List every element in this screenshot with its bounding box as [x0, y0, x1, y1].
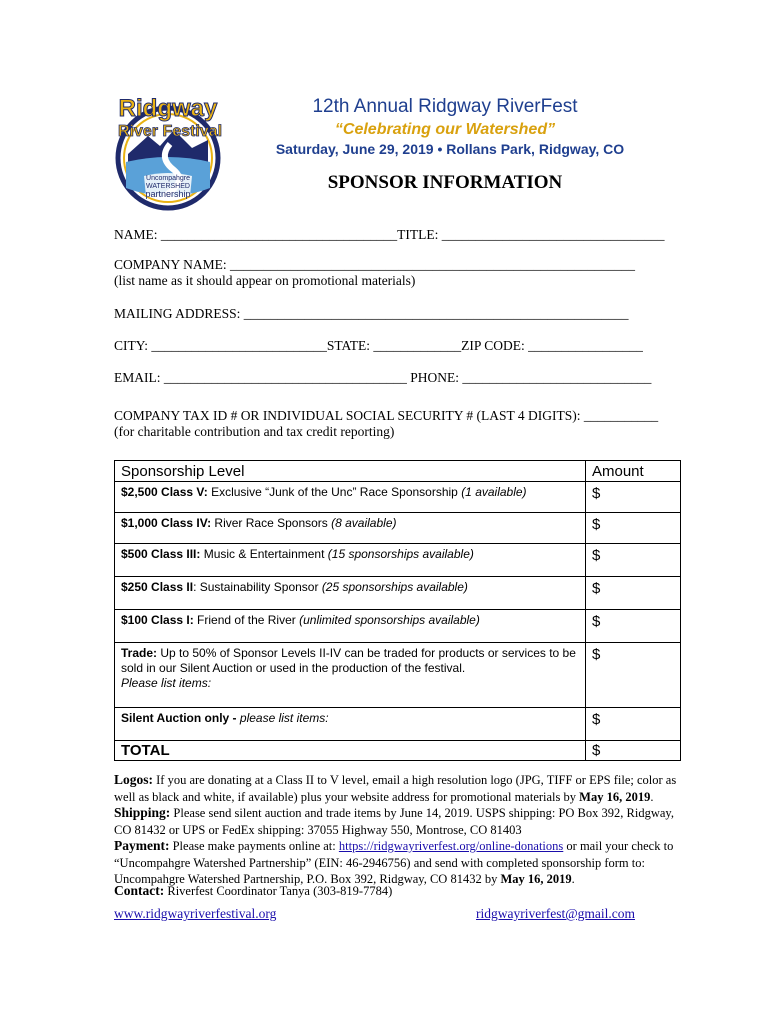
payment-deadline: May 16, 2019 — [500, 872, 572, 886]
mailing-address-field[interactable]: MAILING ADDRESS: _________________________________________________________ — [114, 306, 629, 321]
amount-input[interactable]: $ — [586, 577, 681, 610]
amount-input[interactable]: $ — [586, 513, 681, 544]
name-title-field[interactable]: NAME: ___________________________________TITLE: _________________________________ — [114, 227, 665, 242]
level-availability: (25 sponsorships available) — [321, 580, 468, 594]
company-name-field[interactable]: COMPANY NAME: ____________________________________________________________ — [114, 257, 636, 272]
logos-deadline: May 16, 2019 — [579, 789, 651, 804]
level-availability: Please list items: — [121, 676, 212, 690]
event-date-line: Saturday, June 29, 2019 • Rollans Park, Ridgway, CO — [275, 141, 625, 157]
tax-id-note: (for charitable contribution and tax credit reporting) — [114, 424, 395, 439]
level-label: Trade: — [121, 646, 158, 660]
total-row — [115, 741, 681, 761]
contact-text: Riverfest Coordinator Tanya (303-819-7784) — [164, 884, 393, 898]
city-state-zip-field[interactable]: CITY: __________________________STATE: _____________ZIP CODE: _________________ — [114, 338, 643, 353]
level-desc: Exclusive “Junk of the Unc” Race Sponsorship — [207, 485, 462, 499]
table-row — [115, 544, 681, 577]
amount-input[interactable]: $ — [586, 482, 681, 513]
total-label: TOTAL — [115, 741, 586, 761]
tax-id-field[interactable]: COMPANY TAX ID # OR INDIVIDUAL SOCIAL SECURITY # (LAST 4 DIGITS): ___________ — [114, 408, 659, 423]
table-row — [115, 610, 681, 643]
payment-text: Please make payments online at: — [169, 839, 339, 853]
level-availability: (8 available) — [331, 516, 397, 530]
payment-text-2: or mail your check to “Uncompahgre Watershed Partnership” (EIN: 46-2946756) and send with completed sponsorship form to: Uncompahgre Watershed Partnership, P.O. Box 392, Ridgway, CO 81432 by — [114, 839, 674, 886]
sponsorship-table — [114, 460, 681, 761]
level-desc: : Sustainability Sponsor — [193, 580, 322, 594]
table-row — [115, 708, 681, 741]
page-heading: SPONSOR INFORMATION — [327, 172, 563, 193]
company-name-note: (list name as it should appear on promotional materials) — [114, 273, 416, 288]
col-sponsorship-level: Sponsorship Level — [115, 461, 586, 482]
shipping-label: Shipping: — [114, 805, 171, 820]
shipping-text: Please send silent auction and trade items by June 14, 2019. USPS shipping: PO Box 392, Ridgway, CO 81432 or UPS or FedEx shipping: 37055 Highway 550, Montrose, CO 81403 — [114, 806, 674, 837]
payment-note: Payment: Please make payments online at: https://ridgwayriverfest.org/online-donations or mail your check to “Uncompahgre Watershed Partnership” (EIN: 46-2946756) and send with completed sponsorship form to: Uncompahgre Watershed Partnership, P.O. Box 392, Ridgway, CO 81432 by May 16, 2019. — [114, 838, 674, 886]
event-tagline: “Celebrating our Watershed” — [334, 121, 556, 138]
level-label: $1,000 Class IV: — [121, 516, 212, 530]
table-row — [115, 482, 681, 513]
website-link[interactable]: www.ridgwayriverfestival.org — [114, 906, 277, 921]
col-amount: Amount — [586, 461, 681, 482]
festival-logo — [104, 92, 232, 212]
level-label: $100 Class I: — [121, 613, 194, 627]
table-header-row — [115, 461, 681, 482]
payment-label: Payment: — [114, 838, 170, 853]
logo-org-line3: partnership — [145, 189, 191, 199]
logos-note: Logos: If you are donating at a Class II to V level, email a high resolution logo (JPG, TIFF or EPS file; color as well as black and white, if available) plus your website address for promotional materials by May 16, 2019. — [114, 772, 677, 804]
level-desc: River Race Sponsors — [211, 516, 332, 530]
level-availability: (unlimited sponsorships available) — [299, 613, 480, 627]
level-availability: (1 available) — [461, 485, 527, 499]
amount-input[interactable]: $ — [586, 610, 681, 643]
logo-org-line1: Uncompahgre — [146, 175, 190, 182]
level-label: $500 Class III: — [121, 547, 201, 561]
shipping-note — [114, 805, 684, 838]
level-label: $250 Class II — [121, 580, 194, 594]
level-label: $2,500 Class V: — [121, 485, 208, 499]
logo-top-text: Ridgway — [118, 95, 218, 122]
logos-text: If you are donating at a Class II to V level, email a high resolution logo (JPG, TIFF or EPS file; color as well as black and white, if available) plus your website address for promotional materials by — [114, 773, 677, 804]
level-desc: Up to 50% of Sponsor Levels II-IV can be traded for products or services to be sold in our Silent Auction or used in the production of the festival. — [121, 646, 576, 675]
table-row — [115, 513, 681, 544]
level-desc: Music & Entertainment — [200, 547, 328, 561]
amount-input[interactable]: $ — [586, 544, 681, 577]
level-desc: Friend of the River — [193, 613, 300, 627]
level-label: Silent Auction only - — [121, 711, 240, 725]
donations-link[interactable]: https://ridgwayriverfest.org/online-donations — [338, 839, 564, 853]
contact-note — [114, 883, 684, 900]
event-title: 12th Annual Ridgway RiverFest — [312, 96, 578, 117]
email-phone-field[interactable]: EMAIL: ____________________________________ PHONE: ____________________________ — [114, 370, 652, 385]
amount-input[interactable]: $ — [586, 708, 681, 741]
level-availability: (15 sponsorships available) — [327, 547, 474, 561]
logos-label: Logos: — [114, 772, 154, 787]
table-row — [115, 577, 681, 610]
logo-org-line2: WATERSHED — [146, 183, 190, 190]
amount-input[interactable]: $ — [586, 643, 681, 708]
level-availability: please list items: — [239, 711, 329, 725]
logo-bottom-text: River Festival — [117, 123, 223, 140]
table-row — [115, 643, 681, 708]
total-amount-input[interactable]: $ — [586, 741, 681, 761]
email-link[interactable]: ridgwayriverfest@gmail.com — [476, 906, 636, 921]
contact-label: Contact: — [114, 883, 165, 898]
